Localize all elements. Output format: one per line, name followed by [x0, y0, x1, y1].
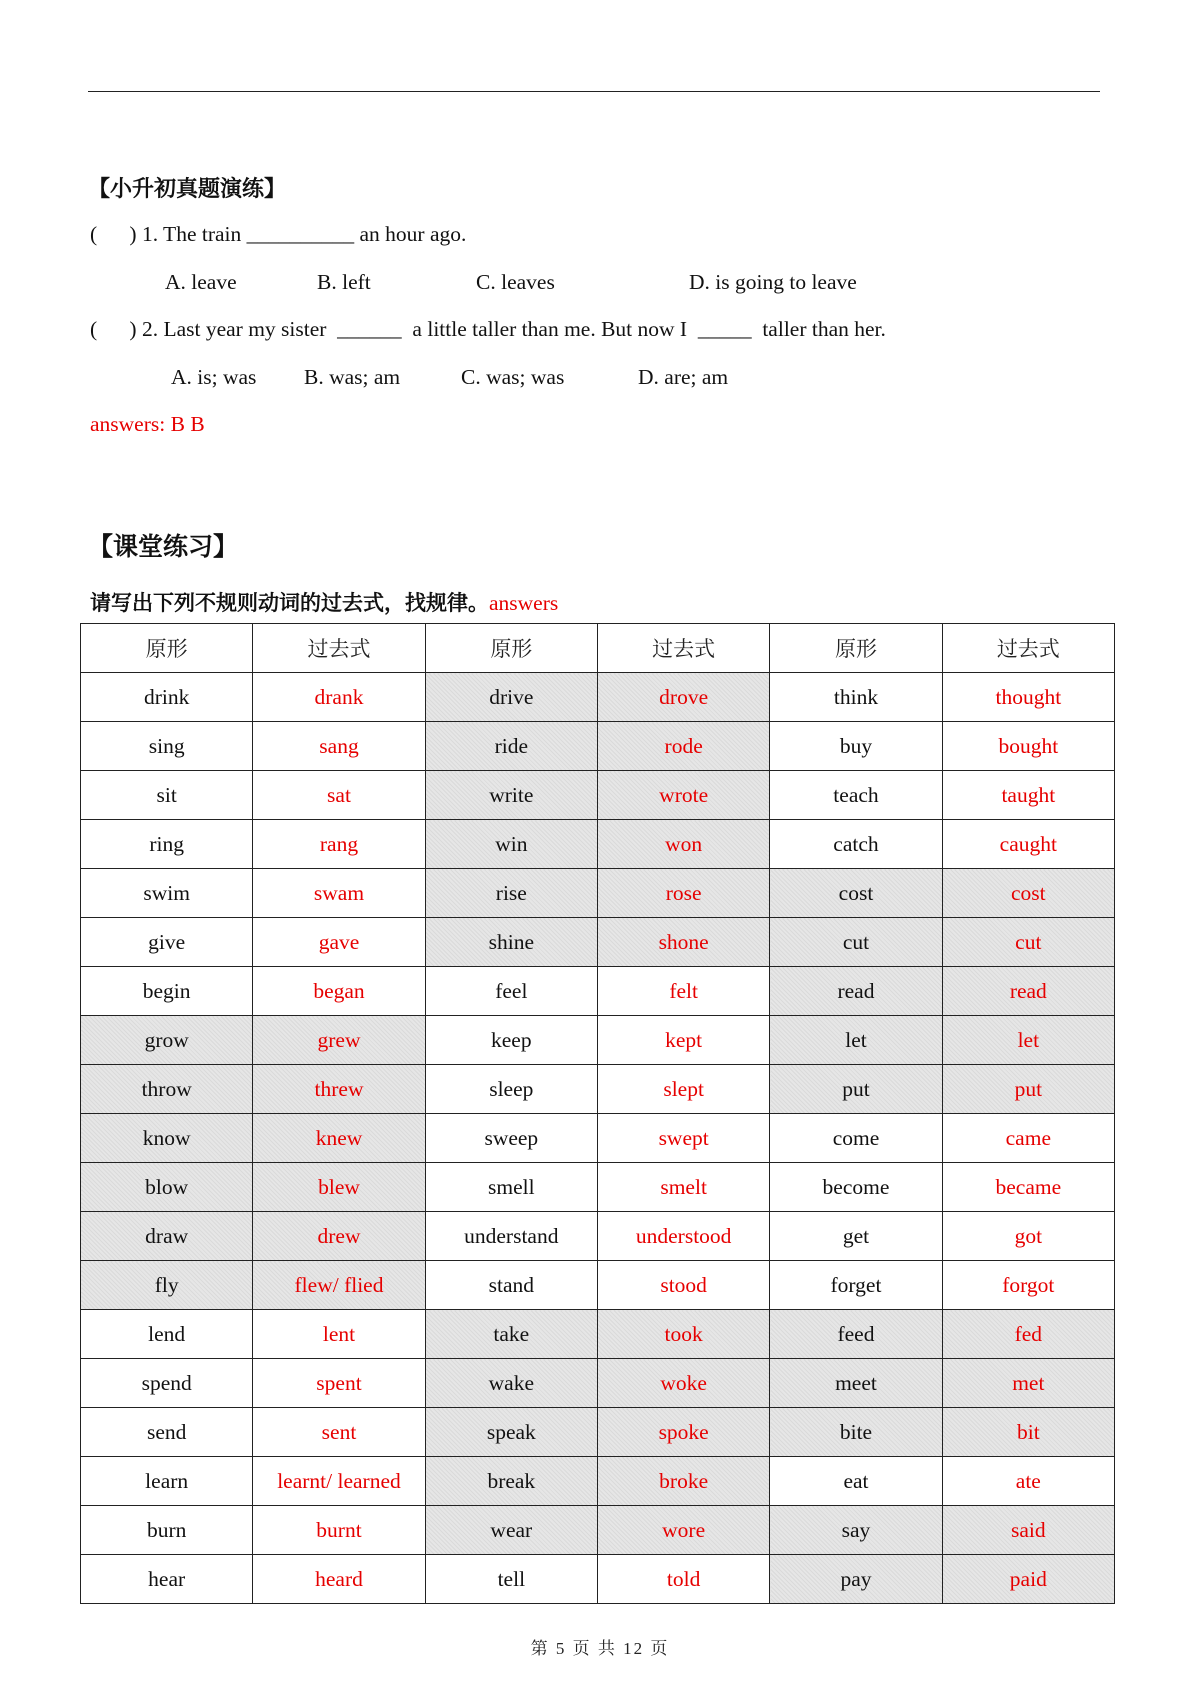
- irregular-verbs-table: [80, 623, 1115, 1604]
- past-tense-cell: read: [942, 967, 1114, 1016]
- past-tense-cell: put: [942, 1065, 1114, 1114]
- table-row: [81, 869, 1115, 918]
- base-form-cell: win: [425, 820, 597, 869]
- question-2: ( ) 2. Last year my sister ______ a little taller than me. But now I _____ taller than her.: [90, 317, 886, 341]
- base-form-cell: teach: [770, 771, 942, 820]
- base-form-cell: cut: [770, 918, 942, 967]
- table-row: [81, 1408, 1115, 1457]
- past-tense-cell: threw: [253, 1065, 425, 1114]
- past-tense-cell: sent: [253, 1408, 425, 1457]
- header-base-form: 原形: [425, 624, 597, 673]
- base-form-cell: put: [770, 1065, 942, 1114]
- q1-option-c: C. leaves: [476, 270, 555, 294]
- past-tense-cell: swept: [597, 1114, 769, 1163]
- table-row: [81, 1506, 1115, 1555]
- base-form-cell: draw: [81, 1212, 253, 1261]
- base-form-cell: get: [770, 1212, 942, 1261]
- base-form-cell: meet: [770, 1359, 942, 1408]
- base-form-cell: give: [81, 918, 253, 967]
- past-tense-cell: learnt/ learned: [253, 1457, 425, 1506]
- base-form-cell: bite: [770, 1408, 942, 1457]
- base-form-cell: tell: [425, 1555, 597, 1604]
- base-form-cell: read: [770, 967, 942, 1016]
- past-tense-cell: thought: [942, 673, 1114, 722]
- base-form-cell: come: [770, 1114, 942, 1163]
- question-1-options: [0, 270, 1200, 300]
- question-2-options: [0, 365, 1200, 395]
- table-row: [81, 967, 1115, 1016]
- base-form-cell: take: [425, 1310, 597, 1359]
- q2-option-a: A. is; was: [171, 365, 257, 389]
- base-form-cell: shine: [425, 918, 597, 967]
- past-tense-cell: fed: [942, 1310, 1114, 1359]
- q1-option-d: D. is going to leave: [689, 270, 857, 294]
- base-form-cell: drive: [425, 673, 597, 722]
- past-tense-cell: rang: [253, 820, 425, 869]
- past-tense-cell: began: [253, 967, 425, 1016]
- past-tense-cell: wore: [597, 1506, 769, 1555]
- table-row: [81, 820, 1115, 869]
- past-tense-cell: knew: [253, 1114, 425, 1163]
- base-form-cell: keep: [425, 1016, 597, 1065]
- header-past-form: 过去式: [253, 624, 425, 673]
- past-tense-cell: bit: [942, 1408, 1114, 1457]
- table-row: [81, 1359, 1115, 1408]
- base-form-cell: burn: [81, 1506, 253, 1555]
- past-tense-cell: stood: [597, 1261, 769, 1310]
- section-title-class-practice: 【课堂练习】: [88, 532, 239, 561]
- base-form-cell: feed: [770, 1310, 942, 1359]
- base-form-cell: sweep: [425, 1114, 597, 1163]
- past-tense-cell: gave: [253, 918, 425, 967]
- base-form-cell: wake: [425, 1359, 597, 1408]
- past-tense-cell: met: [942, 1359, 1114, 1408]
- past-tense-cell: forgot: [942, 1261, 1114, 1310]
- past-tense-cell: kept: [597, 1016, 769, 1065]
- past-tense-cell: flew/ flied: [253, 1261, 425, 1310]
- base-form-cell: sit: [81, 771, 253, 820]
- past-tense-cell: lent: [253, 1310, 425, 1359]
- q2-option-b: B. was; am: [304, 365, 401, 389]
- verbs-table-body: [81, 624, 1115, 1604]
- past-tense-cell: said: [942, 1506, 1114, 1555]
- past-tense-cell: rode: [597, 722, 769, 771]
- past-tense-cell: bought: [942, 722, 1114, 771]
- past-tense-cell: felt: [597, 967, 769, 1016]
- table-row: [81, 1457, 1115, 1506]
- question-1: ( ) 1. The train __________ an hour ago.: [90, 222, 467, 246]
- past-tense-cell: took: [597, 1310, 769, 1359]
- past-tense-cell: sat: [253, 771, 425, 820]
- base-form-cell: wear: [425, 1506, 597, 1555]
- past-tense-cell: rose: [597, 869, 769, 918]
- answers-label: answers: [489, 591, 559, 615]
- past-tense-cell: drank: [253, 673, 425, 722]
- header-base-form: 原形: [770, 624, 942, 673]
- table-row: [81, 918, 1115, 967]
- base-form-cell: buy: [770, 722, 942, 771]
- past-tense-cell: burnt: [253, 1506, 425, 1555]
- base-form-cell: hear: [81, 1555, 253, 1604]
- table-row: [81, 1212, 1115, 1261]
- base-form-cell: swim: [81, 869, 253, 918]
- base-form-cell: throw: [81, 1065, 253, 1114]
- base-form-cell: cost: [770, 869, 942, 918]
- past-tense-cell: let: [942, 1016, 1114, 1065]
- base-form-cell: drink: [81, 673, 253, 722]
- table-row: [81, 1310, 1115, 1359]
- past-tense-cell: cost: [942, 869, 1114, 918]
- base-form-cell: sing: [81, 722, 253, 771]
- past-tense-cell: smelt: [597, 1163, 769, 1212]
- base-form-cell: write: [425, 771, 597, 820]
- base-form-cell: ride: [425, 722, 597, 771]
- header-past-form: 过去式: [597, 624, 769, 673]
- base-form-cell: smell: [425, 1163, 597, 1212]
- base-form-cell: rise: [425, 869, 597, 918]
- instruction-text: 请写出下列不规则动词的过去式，找规律。: [90, 591, 489, 615]
- q1-option-b: B. left: [317, 270, 371, 294]
- q2-option-c: C. was; was: [461, 365, 565, 389]
- past-tense-cell: woke: [597, 1359, 769, 1408]
- table-row: [81, 722, 1115, 771]
- past-tense-cell: came: [942, 1114, 1114, 1163]
- past-tense-cell: wrote: [597, 771, 769, 820]
- base-form-cell: blow: [81, 1163, 253, 1212]
- base-form-cell: pay: [770, 1555, 942, 1604]
- base-form-cell: become: [770, 1163, 942, 1212]
- table-row: [81, 673, 1115, 722]
- table-row: [81, 1261, 1115, 1310]
- table-row: [81, 1114, 1115, 1163]
- q1-option-a: A. leave: [165, 270, 237, 294]
- past-tense-cell: blew: [253, 1163, 425, 1212]
- base-form-cell: send: [81, 1408, 253, 1457]
- page-footer: 第 5 页 共 12 页: [530, 1639, 670, 1658]
- base-form-cell: let: [770, 1016, 942, 1065]
- past-tense-cell: became: [942, 1163, 1114, 1212]
- base-form-cell: break: [425, 1457, 597, 1506]
- past-tense-cell: drove: [597, 673, 769, 722]
- base-form-cell: sleep: [425, 1065, 597, 1114]
- past-tense-cell: cut: [942, 918, 1114, 967]
- table-row: [81, 1555, 1115, 1604]
- header-base-form: 原形: [81, 624, 253, 673]
- base-form-cell: lend: [81, 1310, 253, 1359]
- past-tense-cell: spent: [253, 1359, 425, 1408]
- q2-option-d: D. are; am: [638, 365, 729, 389]
- past-tense-cell: slept: [597, 1065, 769, 1114]
- base-form-cell: feel: [425, 967, 597, 1016]
- table-row: [81, 771, 1115, 820]
- past-tense-cell: swam: [253, 869, 425, 918]
- past-tense-cell: drew: [253, 1212, 425, 1261]
- base-form-cell: fly: [81, 1261, 253, 1310]
- base-form-cell: know: [81, 1114, 253, 1163]
- past-tense-cell: grew: [253, 1016, 425, 1065]
- base-form-cell: stand: [425, 1261, 597, 1310]
- past-tense-cell: won: [597, 820, 769, 869]
- past-tense-cell: caught: [942, 820, 1114, 869]
- past-tense-cell: got: [942, 1212, 1114, 1261]
- table-row: [81, 1163, 1115, 1212]
- base-form-cell: eat: [770, 1457, 942, 1506]
- base-form-cell: say: [770, 1506, 942, 1555]
- section-title-exam-practice: 【小升初真题演练】: [88, 177, 287, 202]
- base-form-cell: begin: [81, 967, 253, 1016]
- past-tense-cell: told: [597, 1555, 769, 1604]
- base-form-cell: catch: [770, 820, 942, 869]
- base-form-cell: think: [770, 673, 942, 722]
- past-tense-cell: broke: [597, 1457, 769, 1506]
- header-past-form: 过去式: [942, 624, 1114, 673]
- base-form-cell: grow: [81, 1016, 253, 1065]
- past-tense-cell: sang: [253, 722, 425, 771]
- base-form-cell: forget: [770, 1261, 942, 1310]
- base-form-cell: understand: [425, 1212, 597, 1261]
- table-row: [81, 1016, 1115, 1065]
- past-tense-cell: taught: [942, 771, 1114, 820]
- base-form-cell: speak: [425, 1408, 597, 1457]
- past-tense-cell: shone: [597, 918, 769, 967]
- table-header-row: [81, 624, 1115, 673]
- past-tense-cell: paid: [942, 1555, 1114, 1604]
- base-form-cell: spend: [81, 1359, 253, 1408]
- instruction: [90, 587, 558, 617]
- table-row: [81, 1065, 1115, 1114]
- past-tense-cell: heard: [253, 1555, 425, 1604]
- base-form-cell: learn: [81, 1457, 253, 1506]
- answers-section1: answers: B B: [90, 412, 205, 436]
- base-form-cell: ring: [81, 820, 253, 869]
- header-rule: [88, 91, 1100, 92]
- past-tense-cell: understood: [597, 1212, 769, 1261]
- past-tense-cell: spoke: [597, 1408, 769, 1457]
- past-tense-cell: ate: [942, 1457, 1114, 1506]
